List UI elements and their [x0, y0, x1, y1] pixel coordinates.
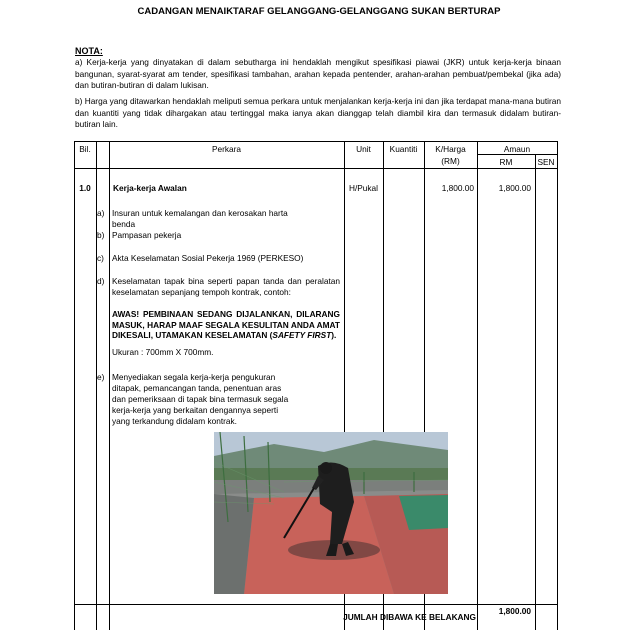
footer-label: JUMLAH DIBAWA KE BELAKANG — [343, 612, 476, 622]
subitem-letter: c) — [97, 253, 104, 263]
header-kharga: K/Harga — [435, 144, 466, 154]
subitem-text: Menyediakan segala kerja-kerja pengukuran ditapak, pemancangan tanda, penentuan aras dan pemeriksaan di tapak bina termasuk segala kerja-kerja yang berkaitan dengannya seperti yang terkandung didalam kontrak. — [112, 372, 289, 426]
item-bil: 1.0 — [79, 183, 91, 193]
item-amount: 1,800.00 — [498, 183, 531, 193]
nota-paragraph-b: b) Harga yang ditawarkan hendaklah meliputi semua perkara untuk menjalankan kerja-kerja ini dan jika terdapat mana-mana butiran dan kuantiti yang tidak dihargakan atau tertinggal maka ianya akan dianggap telah diambil kira dan termasuk didalam butiran-butiran lain. — [75, 96, 561, 129]
header-kharga-unit: (RM) — [441, 156, 460, 166]
subitem-text: Pampasan pekerja — [112, 230, 182, 240]
nota-heading: NOTA: — [75, 46, 103, 56]
header-unit: Unit — [356, 144, 371, 154]
header-rm: RM — [499, 157, 513, 167]
header-kuantiti: Kuantiti — [389, 144, 418, 154]
subitem-letter: a) — [97, 208, 105, 218]
subitem-text: Insuran untuk kemalangan dan kerosakan harta benda — [112, 208, 288, 229]
subitem-letter: d) — [97, 276, 105, 286]
item-unit: H/Pukal — [348, 183, 379, 193]
safety-sign-text: AWAS! PEMBINAAN SEDANG DIJALANKAN, DILARANG MASUK, HARAP MAAF SEGALA KESULITAN ANDA AMAT DIKESALI, UTAMAKAN KESELAMATAN (SAFETY FIRST). — [112, 309, 340, 340]
item-rate: 1,800.00 — [441, 183, 474, 193]
subitem-text: Keselamatan tapak bina seperti papan tanda dan peralatan keselamatan sepanjang tempoh kontrak, contoh: — [112, 276, 340, 297]
item-title: Kerja-kerja Awalan — [113, 183, 187, 193]
subitem-text: Akta Keselamatan Sosial Pekerja 1969 (PERKESO) — [112, 253, 304, 263]
header-amaun: Amaun — [503, 144, 531, 154]
site-photo — [214, 432, 448, 594]
header-sen: SEN — [537, 157, 555, 167]
header-perkara: Perkara — [211, 144, 242, 154]
subitem-letter: e) — [97, 372, 105, 382]
page-title: CADANGAN MENAIKTARAF GELANGGANG-GELANGGANG SUKAN BERTURAP — [137, 6, 501, 17]
subitem-letter: b) — [97, 230, 105, 240]
header-bil: Bil. — [79, 144, 91, 154]
ukuran-text: Ukuran : 700mm X 700mm. — [112, 347, 214, 357]
footer-amount: 1,800.00 — [498, 606, 531, 616]
nota-paragraph-a: a) Kerja-kerja yang dinyatakan di dalam sebutharga ini hendaklah mengikut spesifikasi piawai (JKR) untuk kerja-kerja binaan bangunan, syarat-syarat am tender, spesifikasi tambahan, arahan kepada pentender, arahan-arahan pembuat/pembekal (jika ada) dan butiran-butiran di dalam lukisan. — [75, 57, 561, 90]
